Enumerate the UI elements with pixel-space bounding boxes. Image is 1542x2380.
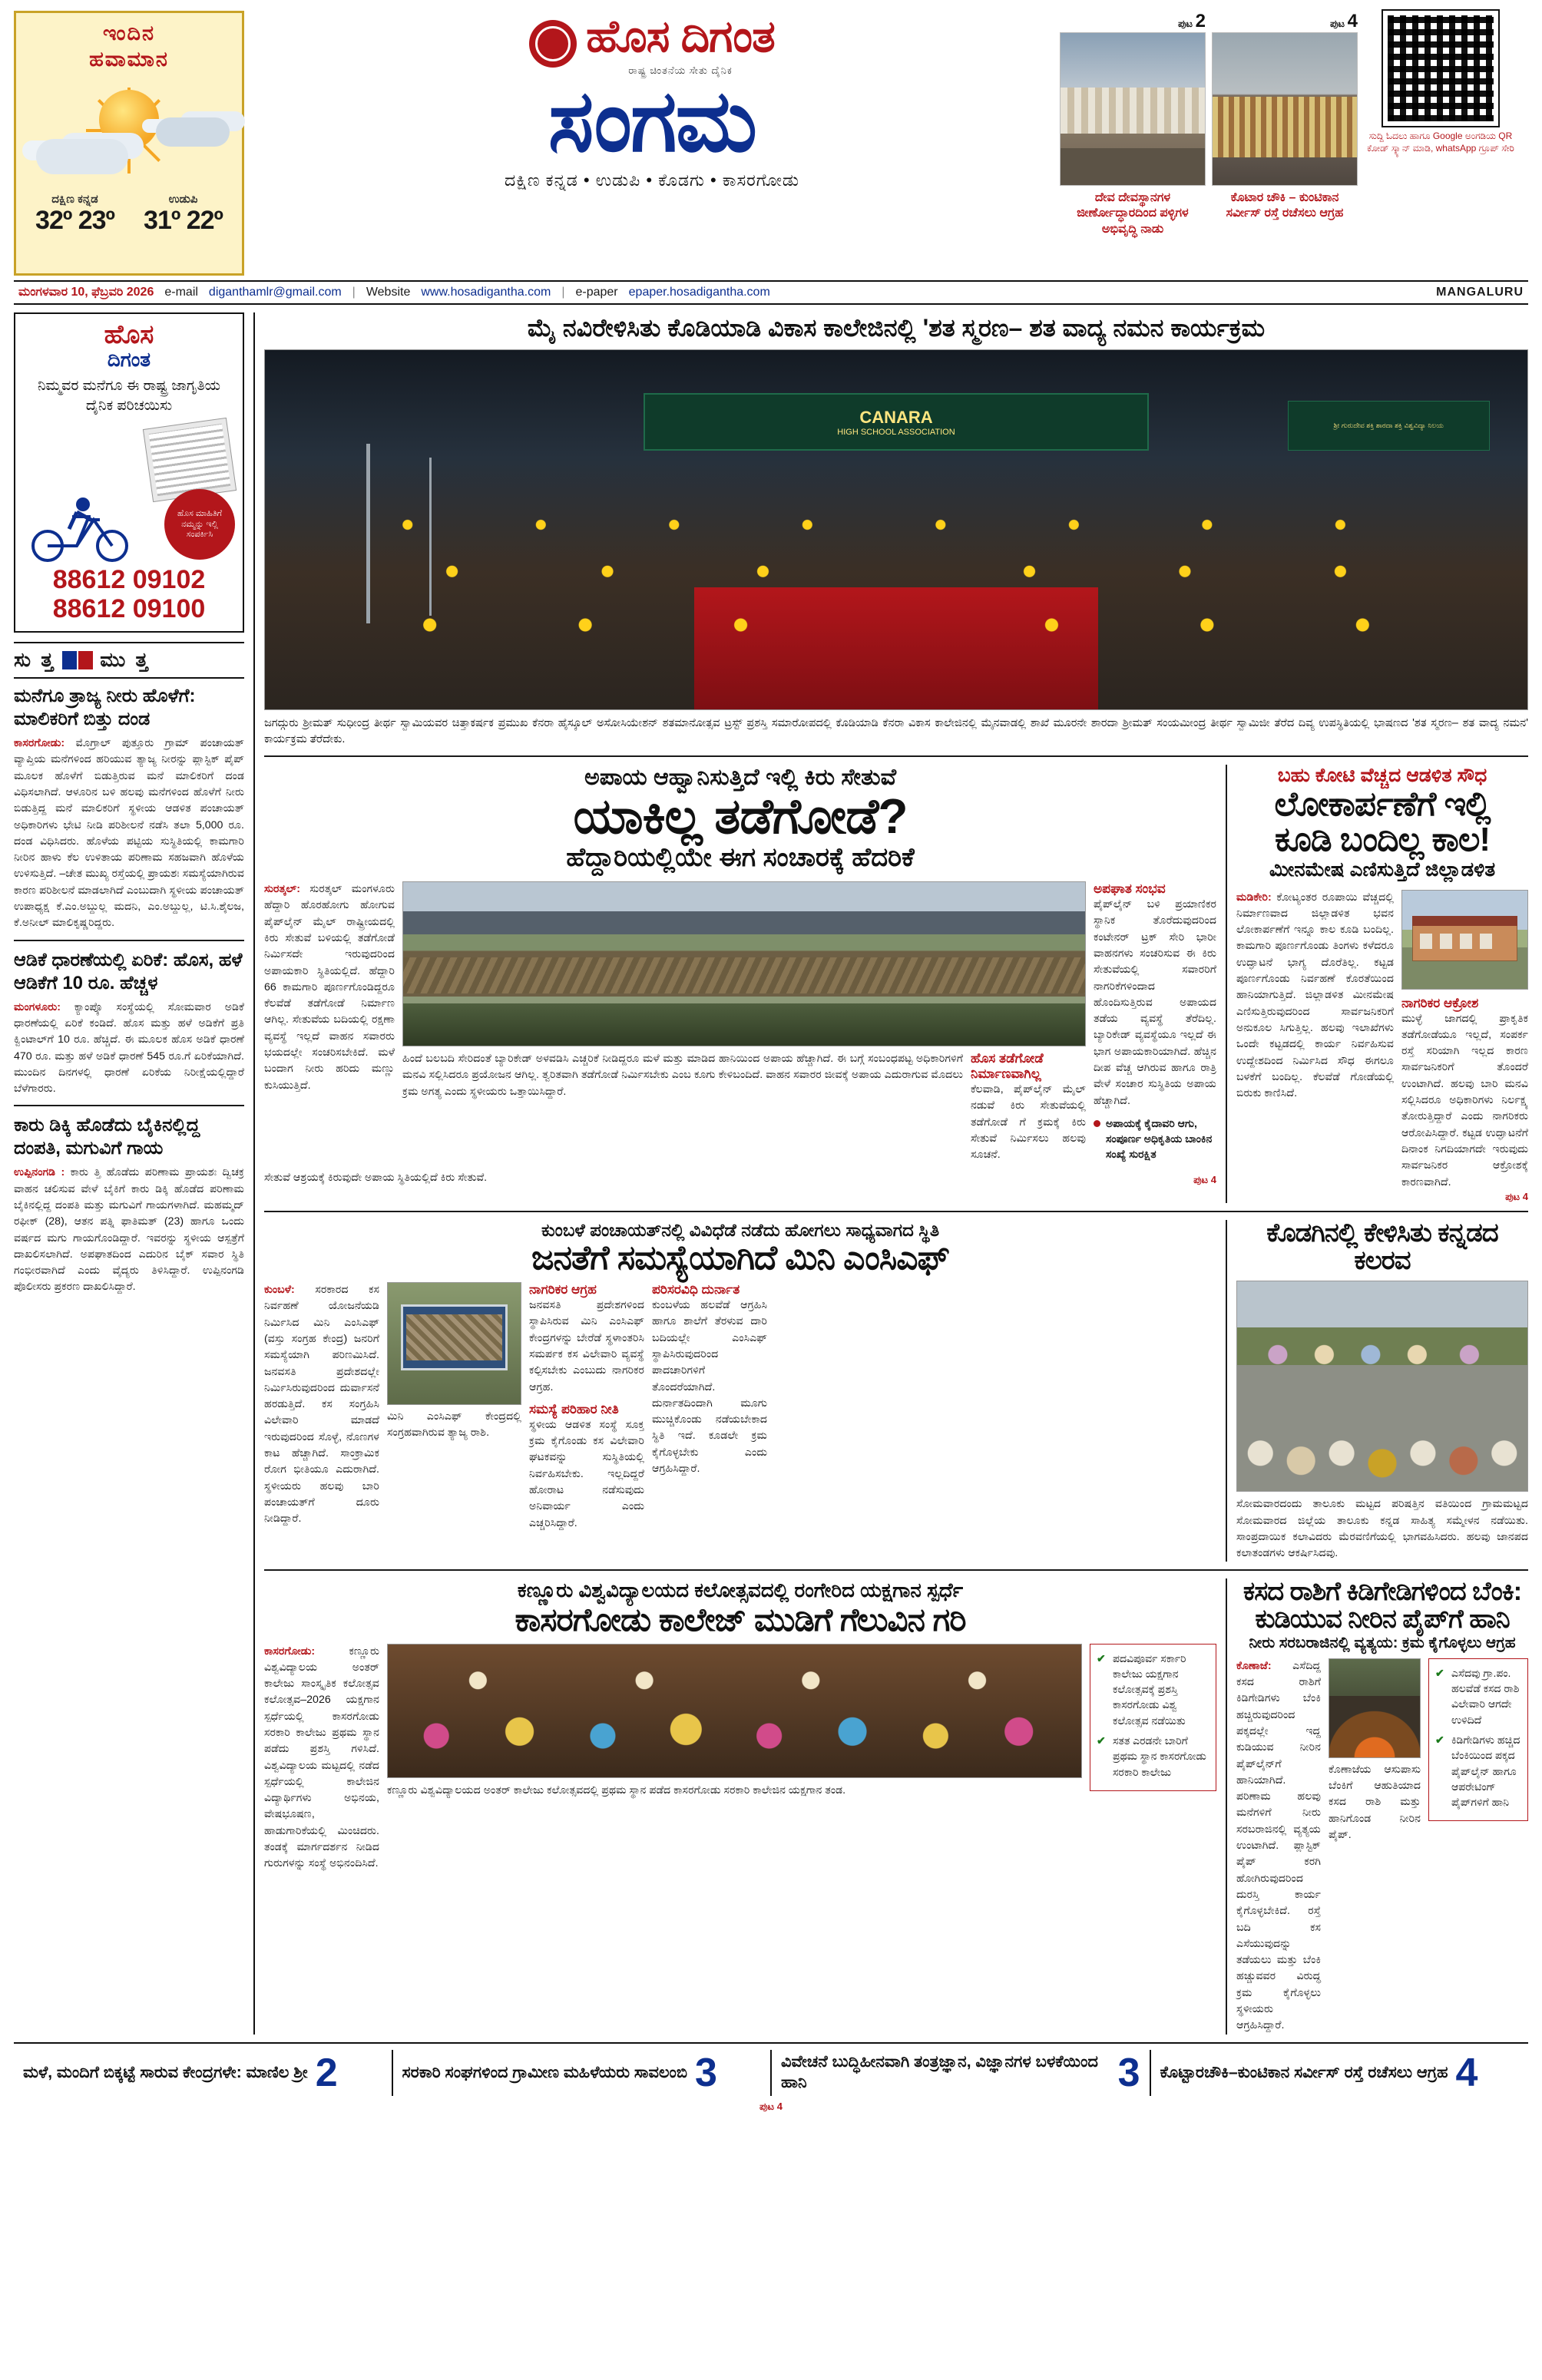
main-story-body-1: ಸುರತ್ಕಲ್: ಸುರತ್ಕಲ್ ಮಂಗಳೂರು ಹೆದ್ದಾರಿ ಹೊರಹೋಗು ಹೋಗುವ ಪೈಪ್‌ಲೈನ್ ಮೈಲ್ ರಾಷ್ಟ್ರೀಯದಲ್ಲಿ ಕಿರು ಸೇತುವೆ ಬಳಿಯಲ್ಲಿ ತಡೆಗೋಡೆ ನಿರ್ಮಿಸದೇ ಇರುವುದರಿಂದ ಅಪಾಯಕಾರಿ ಸ್ಥಿತಿಯಲ್ಲಿದೆ. ಹೆದ್ದಾರಿ 66 ಕಾಮಗಾರಿ ಪೂರ್ಣಗೊಂಡಿದ್ದರೂ ಕೆಲವೆಡೆ ತಡೆಗೋಡೆ ನಿರ್ಮಾಣ ಆಗಿಲ್ಲ. ಸೇತುವೆಯ ಬದಿಯಲ್ಲಿ ರಕ್ಷಣಾ ವ್ಯವಸ್ಥೆ ಇಲ್ಲದೆ ವಾಹನ ಸವಾರರು ಭಯದಲ್ಲೇ ಸಂಚರಿಸಬೇಕಿದೆ. ಮಳೆ ಬಂದಾಗ ನೀರು ಹರಿದು ಮಣ್ಣು ಕುಸಿಯುತ್ತಿದೆ. — [264, 883, 395, 1092]
bullet-item: ✔ ಕಿಡಿಗೇಡಿಗಳು ಹಚ್ಚಿದ ಬೆಂಕಿಯಿಂದ ಪಕ್ಕದ ಪೈಪ್‌ಲೈನ್ ಹಾಗೂ ಆಪರೇಟಿಂಗ್ ಪೈಪ್‌ಗಳಿಗೆ ಹಾನಿ — [1435, 1732, 1521, 1810]
lead-story[interactable] — [264, 312, 1528, 748]
ad-title: ಹೊಸ ದಿಗಂತ — [104, 320, 154, 371]
lead-headline: ಮೈ ನವಿರೇಳಿಸಿತು ಕೊಡಿಯಾಡಿ ವಿಕಾಸ ಕಾಲೇಜಿನಲ್ಲಿ 'ಶತ ಸ್ಮರಣ– ಶತ ವಾದ್ಯ ನಮನ ಕಾರ್ಯಕ್ರಮ — [527, 314, 1266, 342]
bottom-teaser-strip — [14, 2042, 1528, 2096]
info-bar: ಮಂಗಳವಾರ 10, ಫೆಬ್ರವರಿ 2026 e-mail diganthamlr@gmail.com | Website www.hosadigantha.com | e-paper epaper.hosadigantha.com MANGALURU — [14, 280, 1528, 305]
weather-title-line1: ಇಂದಿನ — [103, 21, 155, 45]
sidebox-body: ಪೈಪ್‌ಲೈನ್ ಬಳಿ ಪ್ರಯಾಣಿಕರ ಸ್ಥಾನಿಕ ತೊರೆದುವುದರಿಂದ ಕಂಟೇನರ್ ಟ್ರಕ್ ಸೇರಿ ಭಾರೀ ವಾಹನಗಳು ಸಂಚರಿಸುವ ಈ ಕಿರು ಸೇತುವೆಯಲ್ಲಿ ಸವಾರರಿಗೆ ನಾಗರಿಕೆಗಳಿಂದಾದ ಹೊಂದಿಸುತ್ತಿರುವ ಅಪಾಯದ ತಡೆಯ ವ್ಯವಸ್ಥೆ ತೆರೆದಿಲ್ಲ. ಬ್ಯಾರಿಕೇಡ್ ವ್ಯವಸ್ಥೆಯೂ ಇಲ್ಲದೆ ಈ ಭಾಗ ಅಪಾಯಕಾರಿಯಾಗಿದೆ. ಹೆಚ್ಚಿನ ದೀಪ ವೆಚ್ಚ ಆಗಿರುವ ಹಾಗೂ ರಾತ್ರಿ ವೇಳೆ ಸಂಚಾರ ಸುಸ್ಥಿತಿಯ ಅಪಾಯ ಹೆಚ್ಚಾಗಿದೆ. — [1094, 898, 1216, 1107]
yaksha-photo — [387, 1644, 1082, 1778]
email-address[interactable]: diganthamlr@gmail.com — [208, 286, 342, 299]
website-label: Website — [366, 286, 411, 299]
edition-city: MANGALURU — [1436, 286, 1524, 299]
publication-logo-icon — [529, 20, 577, 68]
right-story-subhead: ಮೀನಮೇಷ ಎಣಿಸುತ್ತಿದೆ ಜಿಲ್ಲಾಡಳಿತ — [1269, 858, 1496, 881]
book-icon — [61, 649, 94, 672]
main-story-dateline: ಸುರತ್ಕಲ್: — [264, 883, 300, 896]
house-ad[interactable] — [14, 312, 244, 633]
lead-photo — [264, 349, 1528, 710]
panchayat-box1-title: ನಾಗರಿಕರ ಆಗ್ರಹ — [529, 1282, 597, 1297]
right-story-sub-body: ಮುಳ್ಳೆ ಜಾಗದಲ್ಲಿ ಪ್ರಾಕೃತಿಕ ತಡೆಗೋಡೆಯೂ ಇಲ್ಲದೆ, ಸಂಪರ್ಕ ರಸ್ತೆ ಸರಿಯಾಗಿ ಇಲ್ಲದ ಕಾರಣ ಸಾರ್ವಜನಿಕರಿಗೆ ತೊಂದರೆ ಉಂಟಾಗಿದೆ. ಹಲವು ಬಾರಿ ಮನವಿ ಸಲ್ಲಿಸಿದರೂ ಅಧಿಕಾರಿಗಳು ನಿರ್ಲಕ್ಷ್ಯ ತೋರುತ್ತಿದ್ದಾರೆ ಎಂದು ನಾಗರಿಕರು ಆರೋಪಿಸಿದ್ದಾರೆ. ಕಟ್ಟಡ ಉದ್ಘಾಟನೆಗೆ ದಿನಾಂಕ ನಿಗದಿಯಾಗದೇ ಇರುವುದು ಸಾರ್ವಜನಿಕರ ಆಕ್ರೋಶಕ್ಕೆ ಕಾರಣವಾಗಿದೆ. — [1401, 1012, 1528, 1188]
sidebar-header-right: ಮು ತ್ತ — [100, 648, 151, 672]
main-story-footer-caption: ಸೇತುವೆ ಆಶ್ರಯಕ್ಕೆ ಕಿರುವುದೇ ಅಪಾಯ ಸ್ಥಿತಿಯಲ್ಲಿದೆ ಕಿರು ಸೇತುವೆ. — [264, 1171, 488, 1184]
story-dateline: ಉಪ್ಪಿನಂಗಡಿ : — [14, 1166, 65, 1179]
ad-contact-badge: ಹೊಸ ಮಾಹಿತಿಗೆ ನಮ್ಮನ್ನು ಇಲ್ಲಿ ಸಂಪರ್ಕಿಸಿ — [164, 489, 235, 560]
cyclist-icon — [26, 489, 141, 563]
right-story[interactable] — [1236, 765, 1528, 1203]
teaser-text: ಮಳೆ, ಮಂದಿಗೆ ಬಿಕ್ಕಟ್ಟೆ ಸಾರುವ ಕೇಂದ್ರಗಳೇ: ಮಾಣಿಲ ಶ್ರೀ — [23, 2063, 308, 2081]
masthead-brand — [252, 11, 1052, 276]
cloud-icon — [156, 117, 230, 147]
lead-photo-caption: ಜಗದ್ಗುರು ಶ್ರೀಮತ್ ಸುಧೀಂದ್ರ ತೀರ್ಥ ಸ್ವಾಮಿಯವರ ಚಿತ್ತಾಕರ್ಷಕ ಪ್ರಮುಖ ಕೆನರಾ ಹೈಸ್ಕೂಲ್ ಅಸೋಸಿಯೇಶನ್ ಶತಮಾನೋತ್ಸವ ಟ್ರಸ್ಟ್ ಪ್ರಶಸ್ತಿ ಸಮಾರೋಪದಲ್ಲಿ ಕೊಡಿಯಾಡಿ ಕೆನರಾ ವಿಕಾಸ ಕಾಲೇಜಿನಲ್ಲಿ ಮೈನವಾಡಲ್ಲಿ ಶಾಖೆ ಮೂರನೇ ಶಾರದಾ ಶ್ರೀಮತ್ ಸಂಯಮೀಂದ್ರ ತೀರ್ಥ ಸ್ವಾಮಿಜೀ ತೆರೆದ ದಿವ್ಯ ಉಪಸ್ಥಿತಿಯಲ್ಲಿ ಭಾಷಣದ 'ಶತ ಸ್ಮರಣ– ಶತ ವಾದ್ಯ ನಮನ' ಕಾರ್ಯಕ್ರಮ ತೆರೆದೇಕು. — [264, 717, 1528, 746]
promo-photo — [1060, 32, 1206, 186]
right-story-dateline: ಮಡಿಕೇರಿ: — [1236, 891, 1272, 904]
masthead-promos — [1060, 11, 1528, 276]
story-text: ಕ್ಯಾಂಪ್ಕೊ ಸಂಸ್ಥೆಯಲ್ಲಿ ಸೋಮವಾರ ಅಡಿಕೆ ಧಾರಣೆಯಲ್ಲಿ ಏರಿಕೆ ಕಂಡಿದೆ. ಹೊಸ ಮತ್ತು ಹಳೆ ಅಡಿಕೆಗೆ ಪ್ರತಿ ಕ್ವಿಂಟಾಲ್‌ಗೆ 10 ರೂ. ಹೆಚ್ಚಿದೆ. ಈ ಮೂಲಕ ಹೊಸ ಅಡಿಕೆ ಧಾರಣೆ 470 ರೂ. ಮತ್ತು ಹಳೆ ಅಡಿಕೆ ಧಾರಣೆ 545 ರೂ.ಗೆ ಏರಿಕೆಯಾಗಿದೆ. ಮುಂದಿನ ದಿನಗಳಲ್ಲಿ ಧಾರಣೆ ಏರಿಕೆಯ ನಿರೀಕ್ಷೆಯಲ್ಲಿದ್ದಾರೆ ಬೆಳೆಗಾರರು. — [14, 1000, 244, 1096]
teaser-item[interactable] — [770, 2050, 1150, 2096]
publication-name: ಹೊಸ ದಿಗಂತ — [586, 12, 775, 61]
promo-item[interactable] — [1212, 11, 1358, 276]
check-icon: ✔ — [1435, 1733, 1444, 1746]
weather-title-line2: ಹವಾಮಾನ — [89, 47, 169, 71]
right-story-headline-2: ಕೂಡಿ ಬಂದಿಲ್ಲ ಕಾಲ! — [1275, 821, 1490, 859]
right-story-kicker: ಬಹು ಕೋಟಿ ವೆಚ್ಚದ ಆಡಳಿತ ಸೌಧ — [1277, 765, 1487, 787]
stage-banner-subtitle: HIGH SCHOOL ASSOCIATION — [837, 427, 955, 437]
bullet-item: ✔ ಸತತ ಎರಡನೇ ಬಾರಿಗೆ ಪ್ರಥಮ ಸ್ಥಾನ ಕಾಸರಗೋಡು ಸರಕಾರಿ ಕಾಲೇಜು — [1097, 1733, 1209, 1780]
teaser-item[interactable] — [392, 2050, 771, 2096]
issue-date: ಮಂಗಳವಾರ 10, ಫೆಬ್ರವರಿ 2026 — [18, 286, 154, 299]
story-headline: ಕಾರು ಡಿಕ್ಕಿ ಹೊಡೆದು ಬೈಕಿನಲ್ಲಿದ್ದ ದಂಪತಿ, ಮಗುವಿಗೆ ಗಾಯ — [14, 1115, 200, 1159]
story-dateline: ಮಂಗಳೂರು: — [14, 1000, 61, 1013]
story-body — [14, 735, 244, 932]
stage-banner-right: ಶ್ರೀ ಗುರುದೇವ ಶಕ್ತಿ ಶಾರದಾ ಶಕ್ತಿ ವಿಶ್ವವಿದ್ಯಾ ನಿಲಯ — [1288, 401, 1490, 451]
stage-banner-title: CANARA — [859, 407, 933, 427]
main-story-body-2: ಹಿಂದೆ ಬಲಬದಿ ಸೇರಿದಂತೆ ಬ್ಯಾರಿಕೇಡ್ ಅಳವಡಿಸಿ ಎಚ್ಚರಿಕೆ ನೀಡಿದ್ದರೂ ಮಳೆ ಮತ್ತು ಮಾಡಿದ ಹಾನಿಯಿಂದ ಅಪಾಯ ಹೆಚ್ಚಾಗಿದೆ. ಈ ಬಗ್ಗೆ ಸಂಬಂಧಪಟ್ಟ ಅಧಿಕಾರಿಗಳಿಗೆ ಮನವಿ ಸಲ್ಲಿಸಿದರೂ ಪ್ರಯೋಜನ ಆಗಿಲ್ಲ. ತ್ವರಿತವಾಗಿ ತಡೆಗೋಡೆ ನಿರ್ಮಿಸಬೇಕು ಎಂಬ ಕೂಗು ಕೇಳಿಬಂದಿದೆ. ವಾಹನ ಸವಾರರ ಜೀವಕ್ಕೆ ಅಪಾಯ ಎದುರಾಗುವ ಮೊದಲು ಕ್ರಮ ಅಗತ್ಯ ಎಂದು ಸ್ಥಳೀಯರು ಒತ್ತಾಯಿಸಿದ್ದಾರೆ. — [402, 1053, 963, 1098]
story-headline: ಮನೆಗೂ ತ್ರಾಜ್ಯ ನೀರು ಹೊಳೆಗೆ: ಮಾಲಿಕರಿಗೆ ಬಿತ್ತು ದಂಡ — [14, 686, 196, 730]
bullet-item: ✔ ಪದವಿಪೂರ್ವ ಸರ್ಕಾರಿ ಕಾಲೇಜು ಯಕ್ಷಗಾನ ಕಲೋತ್ಸವಕ್ಕೆ ಪ್ರಶಸ್ತಿ ಕಾಸರಗೋಡು ವಿಶ್ವ ಕಲೋತ್ಸವ ನಡೆಯಿತು — [1097, 1651, 1209, 1728]
water-bullet-box — [1428, 1658, 1528, 1822]
teaser-page-number: 3 — [694, 2050, 717, 2095]
panchayat-story[interactable] — [264, 1220, 1216, 1562]
left-column — [14, 312, 244, 2035]
water-headline-1: ಕಸದ ರಾಶಿಗೆ ಕಿಡಿಗೇಡಿಗಳಿಂದ ಬೆಂಕಿ: — [1243, 1577, 1522, 1607]
publication-tagline: ರಾಷ್ಟ್ರ ಚಿಂತನೆಯ ಸೇತು ದೈನಿಕ — [628, 64, 733, 76]
ad-phone-2[interactable]: 88612 09100 — [52, 593, 206, 623]
water-body: ಕೊಣಾಜೆ: ಎಸೆದಿದ್ದ ಕಸದ ರಾಶಿಗೆ ಕಿಡಿಗೇಡಿಗಳು ಬೆಂಕಿ ಹಚ್ಚಿರುವುದರಿಂದ ಪಕ್ಕದಲ್ಲೇ ಇದ್ದ ಕುಡಿಯುವ ನೀರಿನ ಪೈಪ್‌ಲೈನ್‌ಗೆ ಹಾನಿಯಾಗಿದೆ. ಪರಿಣಾಮ ಹಲವು ಮನೆಗಳಿಗೆ ನೀರು ಸರಬರಾಜಿನಲ್ಲಿ ವ್ಯತ್ಯಯ ಉಂಟಾಗಿದೆ. ಪ್ಲಾಸ್ಟಿಕ್ ಪೈಪ್ ಕರಗಿ ಹೋಗಿರುವುದರಿಂದ ದುರಸ್ತಿ ಕಾರ್ಯ ಕೈಗೊಳ್ಳಬೇಕಿದೆ. ರಸ್ತೆ ಬದಿ ಕಸ ಎಸೆಯುವುದನ್ನು ತಡೆಯಲು ಮತ್ತು ಬೆಂಕಿ ಹಚ್ಚುವವರ ವಿರುದ್ಧ ಕ್ರಮ ಕೈಗೊಳ್ಳಲು ಸ್ಥಳೀಯರು ಆಗ್ರಹಿಸಿದ್ದಾರೆ. — [1236, 1659, 1321, 2032]
promo-item[interactable] — [1060, 11, 1206, 276]
main-story-headline: ಯಾಕಿಲ್ಲ ತಡೆಗೋಡೆ? — [573, 788, 908, 845]
kodagu-story[interactable] — [1236, 1220, 1528, 1562]
promo-caption: ದೇವ ದೇವಸ್ಥಾನಗಳ ಜೀರ್ಣೋದ್ಧಾರದಿಂದ ಪಳ್ಳಿಗಳ ಅಭಿವೃದ್ಧಿ ನಾಡು — [1077, 191, 1189, 236]
water-dateline: ಕೊಣಾಜೆ: — [1236, 1659, 1272, 1672]
main-story-photo — [402, 881, 1086, 1046]
teaser-item[interactable] — [1150, 2050, 1529, 2096]
sidebar-header-left: ಸು ತ್ತ — [14, 648, 56, 672]
water-story[interactable] — [1236, 1578, 1528, 2034]
water-headline-2: ಕುಡಿಯುವ ನೀರಿನ ಪೈಪ್‌ಗೆ ಹಾನಿ — [1255, 1605, 1510, 1635]
email-label: e-mail — [164, 286, 198, 299]
continued-link[interactable]: ಪುಟ 4 — [1193, 1174, 1216, 1186]
story-body — [14, 1165, 244, 1295]
qr-code-icon[interactable] — [1383, 11, 1498, 126]
right-story-photo — [1401, 890, 1528, 990]
teaser-item[interactable] — [14, 2050, 392, 2096]
teaser-text: ವಿವೇಚನೆ ಬುದ್ಧಿಹೀನವಾಗಿ ತಂತ್ರಜ್ಞಾನ, ವಿಜ್ಞಾನಗಳ ಬಳಕೆಯಿಂದ ಹಾನಿ — [781, 2053, 1098, 2091]
panchayat-photo-caption: ಮಿನಿ ಎಂಸಿಎಫ್ ಕೇಂದ್ರದಲ್ಲಿ ಸಂಗ್ರಹವಾಗಿರುವ ತ್ಯಾಜ್ಯ ರಾಶಿ. — [387, 1410, 521, 1440]
teaser-page-number: 3 — [1117, 2050, 1140, 2095]
kodagu-photo — [1236, 1281, 1528, 1492]
main-story[interactable] — [264, 765, 1216, 1203]
story-text: ಕಾರು ತ್ತಿ ಹೊಡೆದು ಪರಿಣಾಮ ಪ್ರಾಯಶಃ ದ್ವಿಚಕ್ರ ವಾಹನ ಚಲಿಸುವ ವೇಳೆ ಬೈಕಿಗೆ ಕಾರು ಡಿಕ್ಕಿ ಹೊಡೆದ ಪರಿಣಾಮ ಬೈಕಿನಲ್ಲಿದ್ದ ದಂಪತಿ ಮತ್ತು ಮಗುವಿಗೆ ಗಾಯಗಳಾಗಿದೆ. ಮಹಮ್ಮದ್ ರಫೀಕ್ (28), ಆತನ ಪತ್ನಿ ಫಾತಿಮತ್ (23) ಹಾಗೂ ಒಂದು ವರ್ಷದ ಮಗು ಗಾಯಗೊಂಡಿದ್ದಾರೆ. ಇವರನ್ನು ಸ್ಥಳೀಯ ಆಸ್ಪತ್ರೆಗೆ ದಾಖಲಿಸಲಾಗಿದೆ. ಅಪಘಾತದಿಂದ ಎದುರಿನ ಬೈಕ್ ಸವಾರ ಸ್ಥಿತಿ ಗಂಭೀರವಾಗಿದೆ ಎಂದು ವೈದ್ಯರು ತಿಳಿಸಿದ್ದಾರೆ. ಉಪ್ಪಿನಂಗಡಿ ಪೊಲೀಸರು ಪ್ರಕರಣ ದಾಖಲಿಸಿದ್ದಾರೆ. — [14, 1166, 244, 1294]
right-story-body: ಮಡಿಕೇರಿ: ಕೋಟ್ಯಂತರ ರೂಪಾಯಿ ವೆಚ್ಚದಲ್ಲಿ ನಿರ್ಮಾಣವಾದ ಜಿಲ್ಲಾಡಳಿತ ಭವನ ಲೋಕಾರ್ಪಣೆಗೆ ಇನ್ನೂ ಕಾಲ ಕೂಡಿ ಬಂದಿಲ್ಲ. ಕಾಮಗಾರಿ ಪೂರ್ಣಗೊಂಡು ತಿಂಗಳು ಕಳೆದರೂ ಉದ್ಘಾಟನೆ ಭಾಗ್ಯ ದೊರೆತಿಲ್ಲ. ಕಟ್ಟಡ ಪೂರ್ಣಗೊಂಡು ನಿರ್ವಹಣೆ ಕೊರತೆಯಿಂದ ಹಾನಿಯಾಗುತ್ತಿದೆ. ಜಿಲ್ಲಾಡಳಿತ ಮೀನಮೇಷ ಎಣಿಸುತ್ತಿರುವುದರಿಂದ ಸಾರ್ವಜನಿಕರಿಗೆ ಅನುಕೂಲ ಸಿಗುತ್ತಿಲ್ಲ. ಹಲವು ಇಲಾಖೆಗಳು ಒಂದೇ ಕಟ್ಟಡದಲ್ಲಿ ಕಾರ್ಯ ನಿರ್ವಹಿಸುವ ಉದ್ದೇಶದಿಂದ ನಿರ್ಮಿಸಿದ ಸೌಧ ಈಗಲೂ ಬಳಕೆಗೆ ಬಂದಿಲ್ಲ. ಕೆಲವೆಡೆ ಗೋಡೆಯಲ್ಲಿ ಬಿರುಕು ಕಾಣಿಸಿದೆ. — [1236, 891, 1394, 1100]
website-url[interactable]: www.hosadigantha.com — [421, 286, 551, 299]
yaksha-kicker: ಕಣ್ಣೂರು ವಿಶ್ವವಿದ್ಯಾಲಯದ ಕಲೋತ್ಸವದಲ್ಲಿ ರಂಗೇರಿದ ಯಕ್ಷಗಾನ ಸ್ಪರ್ಧೆ — [517, 1578, 964, 1602]
teaser-page-number: 2 — [315, 2050, 338, 2095]
epaper-label: e-paper — [575, 286, 618, 299]
yakshagana-story[interactable] — [264, 1578, 1216, 2034]
kodagu-headline: ಕೊಡಗಿನಲ್ಲಿ ಕೇಳಿಸಿತು ಕನ್ನಡದ ಕಲರವ — [1266, 1218, 1498, 1275]
check-icon: ✔ — [1097, 1651, 1106, 1664]
ad-artwork — [23, 420, 235, 566]
yaksha-dateline: ಕಾಸರಗೋಡು: — [264, 1645, 316, 1658]
kodagu-caption: ಸೋಮವಾರದಂದು ತಾಲೂಕು ಮಟ್ಟದ ಪರಿಷತ್ತಿನ ವತಿಯಿಂದ ಗ್ರಾಮಮಟ್ಟದ ಸೋಮವಾರದ ಜಿಲ್ಲೆಯ ತಾಲೂಕು ಕನ್ನಡ ಸಾಹಿತ್ಯ ಸಮ್ಮೇಳನ ನಡೆಯಿತು. ಸಾಂಪ್ರದಾಯಿಕ ಕಲಾವಿದರು ಮೆರವಣಿಗೆಯಲ್ಲಿ ಭಾಗವಹಿಸಿದರು. ಹಲವು ಜಾನಪದ ಕಲಾತಂಡಗಳು ಆಕರ್ಷಿಸಿದವು. — [1236, 1498, 1528, 1560]
sidebar-story-3[interactable] — [14, 1114, 244, 1295]
weather-city-temp: 31º 22º — [144, 205, 223, 235]
bullet-dot-icon — [1094, 1120, 1100, 1127]
water-photo — [1329, 1658, 1421, 1758]
sidebox-title: ಅಪಘಾತ ಸಂಭವ — [1094, 881, 1166, 897]
panchayat-photo — [387, 1282, 521, 1405]
promo-caption: ಕೊಟಾರ ಚೌಕಿ – ಕುಂಟಿಕಾನ ಸರ್ವೀಸ್ ರಸ್ತೆ ರಚೆಸಲು ಆಗ್ರಹ — [1226, 191, 1344, 220]
performers-group — [341, 494, 1452, 666]
sidebox-bullet: ಅಪಾಯಕ್ಕೆ ಕೈದಾವರಿ ಆಗು, ಸಂಪೂರ್ಣ ಅಧಿಕೃತಿಯ ಬಾಂಕಿನ ಸಂಖ್ಯೆ ಸುರಕ್ಷಿತ — [1094, 1116, 1216, 1162]
weather-city-name: ಉಡುಪಿ — [168, 192, 198, 206]
qr-caption: ಸುದ್ದಿ ಓದಲು ಹಾಗೂ Google ಅಂಗಡಿಯ QR ಕೋಡ್ ಸ್ಕ್ಯಾನ್ ಮಾಡಿ, whatsApp ಗ್ರೂಪ್ ಸೇರಿ — [1367, 131, 1514, 154]
right-story-headline-1: ಲೋಕಾರ್ಪಣೆಗೆ ಇಲ್ಲಿ — [1274, 785, 1491, 824]
main-column — [264, 312, 1528, 2035]
promo-page-tag: ಪುಟ 4 — [1329, 11, 1358, 31]
yaksha-headline: ಕಾಸರಗೋಡು ಕಾಲೇಜ್ ಮುಡಿಗೆ ಗೆಲುವಿನ ಗರಿ — [515, 1602, 966, 1638]
story-body — [14, 1000, 244, 1098]
teaser-text: ಸರಕಾರಿ ಸಂಘಗಳಿಂದ ಗ್ರಾಮೀಣ ಮಹಿಳೆಯರು ಸಾವಲಂಬಿ — [402, 2063, 687, 2081]
right-story-sub-title: ನಾಗರಿಕರ ಆಕ್ರೋಶ — [1401, 995, 1479, 1010]
panchayat-kicker: ಕುಂಬಳೆ ಪಂಚಾಯತ್‌ನಲ್ಲಿ ವಿವಿಧೆಡೆ ನಡೆದು ಹೋಗಲು ಸಾಧ್ಯವಾಗದ ಸ್ಥಿತಿ — [541, 1219, 940, 1240]
photo-caption-body: ಕೆಲವಾಡಿ, ಪೈಪ್‌ಲೈನ್ ಮೈಲ್ ನಡುವೆ ಕಿರು ಸೇತುವೆಯಲ್ಲಿ ತಡೆಗೋಡೆ ಗೆ ಕ್ರಮಕ್ಕೆ ಕಿರು ಸೇತುವೆ ನಿರ್ಮಿಸಲು ಹಲವು ಸೂಚನೆ. — [971, 1083, 1086, 1162]
panchayat-dateline: ಕುಂಬಳೆ: — [264, 1284, 295, 1297]
panchayat-box2-body: ಸ್ಥಳೀಯ ಆಡಳಿತ ಸಂಸ್ಥೆ ಸೂಕ್ತ ಕ್ರಮ ಕೈಗೊಂಡು ಕಸ ವಿಲೇವಾರಿ ಘಟಕವನ್ನು ಸುಸ್ಥಿತಿಯಲ್ಲಿ ನಿರ್ವಹಿಸಬೇಕು. ಇಲ್ಲದಿದ್ದರೆ ಹೋರಾಟ ನಡೆಸುವುದು ಅನಿವಾರ್ಯ ಎಂದು ಎಚ್ಚರಿಸಿದ್ದಾರೆ. — [529, 1418, 644, 1529]
main-story-kicker: ಅಪಾಯ ಆಹ್ವಾನಿಸುತ್ತಿದೆ ಇಲ್ಲಿ ಕಿರು ಸೇತುವೆ — [584, 765, 897, 791]
teaser-page-number: 4 — [1455, 2050, 1478, 2095]
weather-title — [89, 21, 169, 73]
epaper-url[interactable]: epaper.hosadigantha.com — [628, 286, 770, 299]
promo-photo — [1212, 32, 1358, 186]
continued-link[interactable]: ಪುಟ 4 — [1505, 1190, 1528, 1202]
ad-phone-1[interactable]: 88612 09102 — [52, 565, 206, 595]
weather-widget — [14, 11, 244, 276]
sidebar-story-1[interactable] — [14, 685, 244, 932]
promo-page-tag: ಪುಟ 2 — [1177, 11, 1206, 31]
weather-city — [35, 193, 114, 236]
panchayat-box1-body: ಜನವಸತಿ ಪ್ರದೇಶಗಳಿಂದ ಸ್ಥಾಪಿಸಿರುವ ಮಿನಿ ಎಂಸಿಎಫ್ ಕೇಂದ್ರಗಳನ್ನು ಬೇರೆಡೆ ಸ್ಥಳಾಂತರಿಸಿ ಸಮರ್ಪಕ ಕಸ ವಿಲೇವಾರಿ ವ್ಯವಸ್ಥೆ ಕಲ್ಪಿಸಬೇಕು ಎಂಬುದು ನಾಗರಿಕರ ಆಗ್ರಹ. — [529, 1299, 644, 1393]
water-caption: ಕೊಣಾಜೆಯ ಆಸುಪಾಸು ಬೆಂಕಿಗೆ ಆಹುತಿಯಾದ ಕಸದ ರಾಶಿ ಮತ್ತು ಹಾನಿಗೊಂಡ ನೀರಿನ ಪೈಪ್. — [1329, 1763, 1421, 1841]
panchayat-box2-title: ಸಮಸ್ಯೆ ಪರಿಹಾರ ನೀತಿ — [529, 1401, 619, 1416]
check-icon: ✔ — [1097, 1734, 1106, 1747]
edition-title: ಸಂಗಮ — [548, 73, 756, 169]
teaser-text: ಕೊಟ್ಟಾರಚೌಕಿ–ಕುಂಟಿಕಾನ ಸರ್ವೀಸ್ ರಸ್ತೆ ರಚೆಸಲು ಆಗ್ರಹ — [1160, 2063, 1448, 2081]
weather-city-temp: 32º 23º — [35, 205, 114, 235]
sidebar-story-2[interactable] — [14, 949, 244, 1098]
main-story-subhead: ಹೆದ್ದಾರಿಯಲ್ಲಿಯೇ ಈಗ ಸಂಚಾರಕ್ಕೆ ಹೆದರಿಕೆ — [566, 843, 915, 873]
check-icon: ✔ — [1435, 1666, 1444, 1679]
yaksha-caption: ಕಣ್ಣೂರು ವಿಶ್ವವಿದ್ಯಾಲಯದ ಅಂತರ್ ಕಾಲೇಜು ಕಲೋತ್ಸವದಲ್ಲಿ ಪ್ರಥಮ ಸ್ಥಾನ ಪಡೆದ ಕಾಸರಗೋಡು ಸರಕಾರಿ ಕಾಲೇಜಿನ ಯಕ್ಷಗಾನ ತಂಡ. — [387, 1783, 846, 1797]
ad-text: ನಿಮ್ಮವರ ಮನೆಗೂ ಈ ರಾಷ್ಟ್ರ ಜಾಗೃತಿಯ ದೈನಿಕ ಪರಿಚಯಿಸು — [37, 377, 221, 414]
panchayat-headline: ಜನತೆಗೆ ಸಮಸ್ಯೆಯಾಗಿದೆ ಮಿನಿ ಎಂಸಿಎಫ್ — [531, 1238, 949, 1277]
weather-city — [144, 193, 223, 236]
story-dateline: ಕಾಸರಗೋಡು: — [14, 737, 65, 750]
weather-city-name: ದಕ್ಷಿಣ ಕನ್ನಡ — [51, 192, 98, 206]
footer-continued-note: ಪುಟ 4 — [759, 2100, 783, 2112]
weather-sun-graphic — [21, 73, 237, 188]
yaksha-bullet-box — [1090, 1644, 1216, 1791]
edition-regions: ದಕ್ಷಿಣ ಕನ್ನಡ • ಉಡುಪಿ • ಕೊಡಗು • ಕಾಸರಗೋಡು — [505, 170, 799, 190]
story-text: ಮೊಗ್ರಾಲ್ ಪುತ್ತೂರು ಗ್ರಾಮ್ ಪಂಚಾಯತ್ ವ್ಯಾಪ್ತಿಯ ಮನೆಗಳಿಂದ ಹರಿಯುವ ತ್ಯಾಜ್ಯ ನೀರನ್ನು ಪ್ಲಾಸ್ಟಿಕ್ ಪೈಪ್ ಮೂಲಕ ಹೊಳೆಗೆ ಬಿಡುತ್ತಿರುವ ಮನೆ ಮಾಲಿಕರಿಗೆ ದಂಡ ವಿಧಿಸಲಾಗಿದೆ. ಆಳೂರಿನ ಬಳಿ ಹಲವು ಮನೆಗಳಿಂದ ಹೊಳೆಗೆ ನೀರು ಬಿಡುತ್ತಿದ್ದ ಮನೆ ಮಾಲಿಕರಿಗೆ ಸ್ಥಳೀಯ ಆಡಳಿತ ಪಂಚಾಯತ್ ಅಧಿಕಾರಿಗಳು ಭೇಟಿ ನೀಡಿ ಪರಿಶೀಲನೆ ನಡೆಸಿ ತಲಾ 5,000 ರೂ. ದಂಡ ವಿಧಿಸಿದರು. ಹೊಳೆಯ ಪಟ್ಟಿಯ ಸುಸ್ಥಿತಿಯಲ್ಲಿ ಕಾಮಗಾರಿ ನೀರಿನ ಹಾಳು ಕೆಲ ಉಳಿತಾಯ ಪರಿಣಾಮ ಸಹಜವಾಗಿ ಹೊಳೆಯ ಉಳಿಸುತ್ತಿದೆ. –ಚೇತ ಮುಖ್ಯ ರಸ್ತೆಯಲ್ಲಿ ಪ್ರಾಯಶಃ ಸಮಸ್ಯೆಯಾಗಿರುವ ಕಾರಣ ಪರಿಶೀಲನೆ ಮಾಡಲಾಗಿದೆ ಎಂಬುದಾಗಿ ಸ್ಥಳೀಯ ಪಂಚಾಯತ್ ಉಪಾಧ್ಯಕ್ಷ ಕೆ.ಎಂ.ಅಬ್ದುಲ್ಲ ಮದನಿ, ಎಂ.ಅಬ್ದುಲ್ಲ, ಟಿ.ಸಿ.ಶೈಲಜ, ಕೆ.ಅನೀಲ್ ಮಾಲಿಕೃಷ್ಣರಿದ್ದರು. — [14, 737, 245, 930]
yaksha-body: ಕಾಸರಗೋಡು: ಕಣ್ಣೂರು ವಿಶ್ವವಿದ್ಯಾಲಯ ಅಂತರ್ ಕಾಲೇಜು ಸಾಂಸ್ಕೃತಿಕ ಕಲೋತ್ಸವ ಕಲೋತ್ಸವ–2026 ಯಕ್ಷಗಾನ ಸ್ಪರ್ಧೆಯಲ್ಲಿ ಕಾಸರಗೋಡು ಸರಕಾರಿ ಕಾಲೇಜು ಪ್ರಥಮ ಸ್ಥಾನ ಪಡೆದು ಪ್ರಶಸ್ತಿ ಗಳಿಸಿದೆ. ವಿಶ್ವವಿದ್ಯಾಲಯ ಮಟ್ಟದಲ್ಲಿ ನಡೆದ ಸ್ಪರ್ಧೆಯಲ್ಲಿ ಕಾಲೇಜಿನ ವಿದ್ಯಾರ್ಥಿಗಳು ಅಭಿನಯ, ವೇಷಭೂಷಣ, ಹಾಡುಗಾರಿಕೆಯಲ್ಲಿ ಮಿಂಚಿದರು. ತಂಡಕ್ಕೆ ಮಾರ್ಗದರ್ಶನ ನೀಡಿದ ಗುರುಗಳನ್ನು ಸಂಸ್ಥೆ ಅಭಿನಂದಿಸಿದೆ. — [264, 1645, 379, 1870]
masthead — [14, 11, 1528, 276]
qr-block[interactable] — [1364, 11, 1517, 276]
photo-caption-head: ಹೊಸ ತಡೆಗೋಡೆ ನಿರ್ಮಾಣವಾಗಿಲ್ಲ — [971, 1051, 1044, 1082]
panchayat-body: ಕುಂಬಳೆ: ಸರಕಾರದ ಕಸ ನಿರ್ವಹಣೆ ಯೋಜನೆಯಡಿ ನಿರ್ಮಿಸಿದ ಮಿನಿ ಎಂಸಿಎಫ್ (ವಸ್ತು ಸಂಗ್ರಹ ಕೇಂದ್ರ) ಜನರಿಗೆ ಸಮಸ್ಯೆಯಾಗಿ ಪರಿಣಮಿಸಿದೆ. ಜನವಸತಿ ಪ್ರದೇಶದಲ್ಲೇ ನಿರ್ಮಿಸಿರುವುದರಿಂದ ದುರ್ವಾಸನೆ ಹರಡುತ್ತಿದೆ. ಕಸ ಸಂಗ್ರಹಿಸಿ ವಿಲೇವಾರಿ ಮಾಡದೆ ಇರುವುದರಿಂದ ಸೊಳ್ಳೆ, ನೊಣಗಳ ಕಾಟ ಹೆಚ್ಚಾಗಿದೆ. ಸಾಂಕ್ರಾಮಿಕ ರೋಗ ಭೀತಿಯೂ ಎದುರಾಗಿದೆ. ಸ್ಥಳೀಯರು ಹಲವು ಬಾರಿ ಪಂಚಾಯತ್‌ಗೆ ದೂರು ನೀಡಿದ್ದಾರೆ. — [264, 1284, 379, 1526]
panchayat-box3-title: ಪರಿಸರವಿಧಿ ದುರ್ನಾತ — [652, 1282, 740, 1297]
cloud-icon — [36, 139, 128, 174]
water-subhead: ನೀರು ಸರಬರಾಜಿನಲ್ಲಿ ವ್ಯತ್ಯಯ: ಕ್ರಮ ಕೈಗೊಳ್ಳಲು ಆಗ್ರಹ — [1249, 1634, 1516, 1651]
panchayat-box3-body: ಕುಂಬಳೆಯ ಹಲವೆಡೆ ಆಗ್ರಹಿಸಿ ಹಾಗೂ ಶಾಲೆಗೆ ತೆರಳುವ ದಾರಿ ಬದಿಯಲ್ಲೇ ಎಂಸಿಎಫ್ ಸ್ಥಾಪಿಸಿರುವುದರಿಂದ ಪಾದಚಾರಿಗಳಿಗೆ ತೊಂದರೆಯಾಗಿದೆ. ದುರ್ನಾತದಿಂದಾಗಿ ಮೂಗು ಮುಚ್ಚಿಕೊಂಡು ನಡೆಯಬೇಕಾದ ಸ್ಥಿತಿ ಇದೆ. ಕೂಡಲೇ ಕ್ರಮ ಕೈಗೊಳ್ಳಬೇಕು ಎಂದು ಆಗ್ರಹಿಸಿದ್ದಾರೆ. — [652, 1299, 767, 1476]
story-headline: ಆಡಿಕೆ ಧಾರಣೆಯಲ್ಲಿ ಏರಿಕೆ: ಹೊಸ, ಹಳೆ ಆಡಿಕೆಗೆ 10 ರೂ. ಹೆಚ್ಚಳ — [14, 949, 243, 993]
bullet-item: ✔ ಎಸೆದವು ಗ್ರಾ.ಪಂ. ಹಲವೆಡೆ ಕಸದ ರಾಶಿ ವಿಲೇವಾರಿ ಆಗದೇ ಉಳಿದಿದೆ — [1435, 1665, 1521, 1727]
